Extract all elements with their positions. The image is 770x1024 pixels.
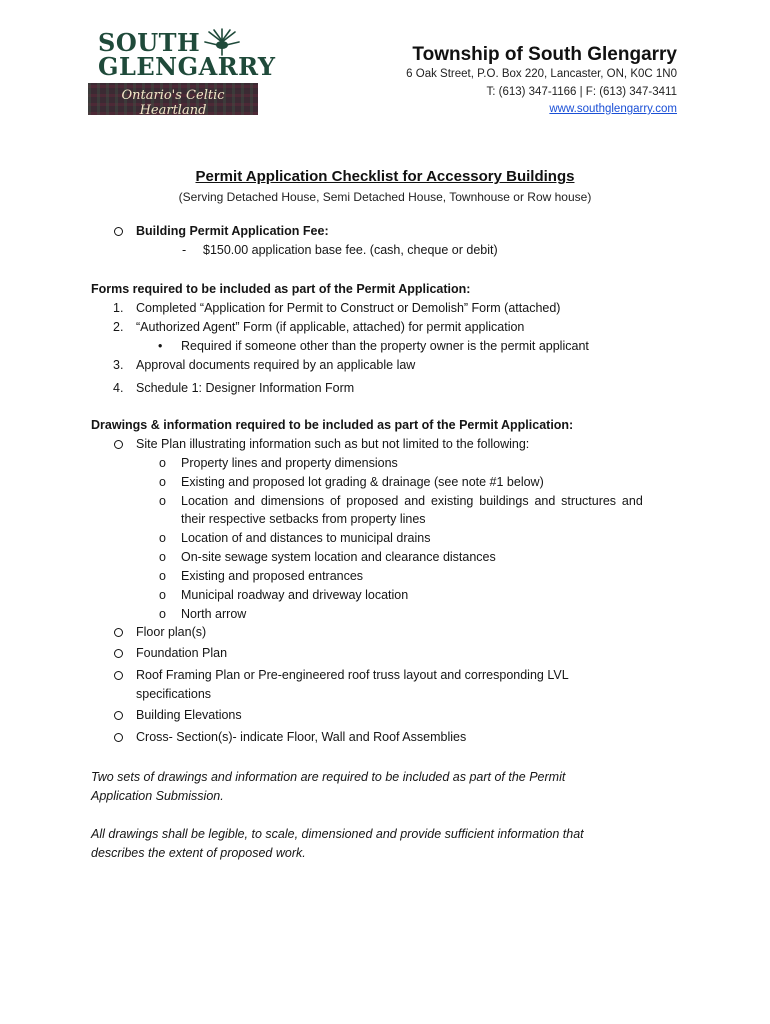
form-item: Approval documents required by an applicable law	[136, 358, 416, 372]
site-plan-sub-item: Municipal roadway and driveway location	[181, 588, 409, 602]
note-drawings-legible: All drawings shall be legible, to scale, dimensioned and provide sufficient information that	[91, 827, 584, 841]
site-plan-sub-item: North arrow	[181, 607, 247, 621]
form-item-number: 3.	[113, 358, 124, 372]
drawing-item: Floor plan(s)	[136, 625, 207, 639]
site-plan-item: Site Plan illustrating information such as but not limited to the following:	[136, 437, 530, 451]
header-phone-fax: T: (613) 347-1166 | F: (613) 347-3411	[486, 86, 677, 98]
sub-item-marker: o	[159, 494, 166, 508]
site-plan-sub-item-continued: their respective setbacks from property lines	[181, 512, 426, 526]
site-plan-sub-item: On-site sewage system location and clearance distances	[181, 550, 496, 564]
form-item-number: 4.	[113, 381, 124, 395]
fee-item: $150.00 application base fee. (cash, cheque or debit)	[203, 243, 498, 257]
checkbox-circle	[114, 628, 123, 637]
checkbox-circle	[114, 227, 123, 236]
note-drawings-sets-continued: Application Submission.	[91, 789, 224, 803]
checkbox-circle	[114, 711, 123, 720]
drawing-item: Foundation Plan	[136, 646, 228, 660]
checkbox-circle	[114, 649, 123, 658]
forms-heading: Forms required to be included as part of the Permit Application:	[91, 282, 471, 296]
form-item: Completed “Application for Permit to Construct or Demolish” Form (attached)	[136, 301, 561, 315]
site-plan-sub-item: Location of and distances to municipal drains	[181, 531, 431, 545]
sub-item-marker: o	[159, 588, 166, 602]
drawing-item: Roof Framing Plan or Pre-engineered roof truss layout and corresponding LVL	[136, 668, 569, 682]
township-logo	[88, 26, 276, 118]
thistle-icon	[201, 28, 243, 56]
document-subtitle: (Serving Detached House, Semi Detached House, Townhouse or Row house)	[178, 190, 592, 204]
checkbox-circle	[114, 440, 123, 449]
header-title: Township of South Glengarry	[412, 44, 677, 65]
sub-bullet-marker: •	[158, 339, 163, 353]
form-item: Schedule 1: Designer Information Form	[136, 381, 355, 395]
checkbox-circle	[114, 671, 123, 680]
drawing-item-continued: specifications	[136, 687, 212, 701]
sub-item-marker: o	[159, 531, 166, 545]
drawing-item: Building Elevations	[136, 708, 242, 722]
sub-item-marker: o	[159, 475, 166, 489]
logo-tagline: Ontario's Celtic Heartland	[121, 88, 225, 118]
checkbox-circle	[114, 733, 123, 742]
form-item-number: 1.	[113, 301, 124, 315]
site-plan-sub-item: Location and dimensions of proposed and existing buildings and structures and	[181, 494, 643, 508]
fee-dash: -	[182, 243, 187, 257]
logo-line1: SOUTH	[98, 28, 201, 57]
form-sub-bullet: Required if someone other than the property owner is the permit applicant	[181, 339, 589, 353]
sub-item-marker: o	[159, 607, 166, 621]
document-title: Permit Application Checklist for Accessory Buildings	[195, 168, 575, 185]
note-drawings-sets: Two sets of drawings and information are required to be included as part of the Permit	[91, 770, 566, 784]
form-item: “Authorized Agent” Form (if applicable, attached) for permit application	[136, 320, 525, 334]
header-website-link[interactable]: www.southglengarry.com	[549, 103, 677, 115]
sub-item-marker: o	[159, 550, 166, 564]
site-plan-sub-item: Property lines and property dimensions	[181, 456, 398, 470]
site-plan-sub-item: Existing and proposed entrances	[181, 569, 364, 583]
site-plan-sub-item: Existing and proposed lot grading & drainage (see note #1 below)	[181, 475, 544, 489]
drawings-heading: Drawings & information required to be included as part of the Permit Application:	[91, 418, 574, 432]
logo-line2: GLENGARRY	[98, 52, 276, 81]
note-drawings-legible-continued: describes the extent of proposed work.	[91, 846, 306, 860]
sub-item-marker: o	[159, 569, 166, 583]
header-address: 6 Oak Street, P.O. Box 220, Lancaster, ON, K0C 1N0	[406, 68, 677, 80]
fee-heading: Building Permit Application Fee:	[136, 224, 329, 238]
form-item-number: 2.	[113, 320, 124, 334]
drawing-item: Cross- Section(s)- indicate Floor, Wall and Roof Assemblies	[136, 730, 467, 744]
sub-item-marker: o	[159, 456, 166, 470]
